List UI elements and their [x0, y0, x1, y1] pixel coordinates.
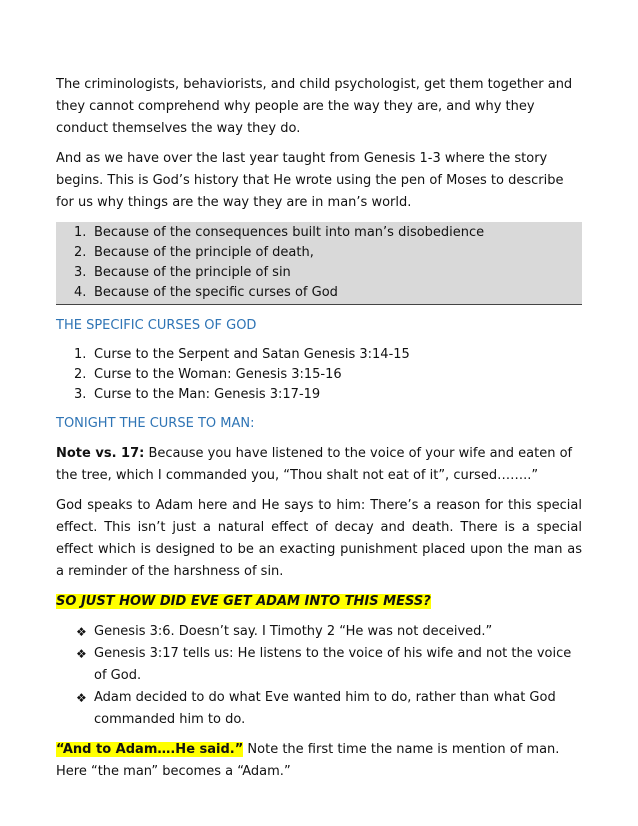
list-item: 1. Because of the consequences built into man’s disobedience	[74, 225, 485, 240]
diamond-bullet-icon: ❖	[76, 691, 87, 705]
list-item: 3. Because of the principle of sin	[74, 265, 291, 280]
list-item: 1. Curse to the Serpent and Satan Genesis 3:14-15	[74, 347, 410, 362]
adam-paragraph	[56, 739, 582, 783]
section-heading-curses: THE SPECIFIC CURSES OF GOD	[56, 318, 257, 333]
adam-text: Note the first time the name is mention of man. Here “the man” becomes a “Adam.”	[56, 742, 560, 779]
note-label: Note vs. 17:	[56, 446, 145, 461]
adam-highlight: “And to Adam….He said.”	[56, 742, 244, 757]
list-item: 2. Curse to the Woman: Genesis 3:15-16	[74, 367, 342, 382]
mess-bullet-list	[56, 621, 582, 731]
list-item: 2. Because of the principle of death,	[74, 245, 314, 260]
diamond-bullet-icon: ❖	[76, 647, 87, 661]
section-heading-mess: SO JUST HOW DID EVE GET ADAM INTO THIS MESS?	[56, 594, 431, 609]
list-item: 4. Because of the specific curses of God	[74, 285, 338, 300]
reasons-list	[56, 222, 582, 305]
list-item: ❖ Genesis 3:17 tells us: He listens to the voice of his wife and not the voice of God.	[56, 643, 582, 687]
curses-list	[56, 345, 582, 405]
note-text: Because you have listened to the voice of your wife and eaten of the tree, which I commanded you, “Thou shalt not eat of it”, cursed……..”	[56, 446, 573, 483]
intro-paragraph: The criminologists, behaviorists, and child psychologist, get them together and they cannot comprehend why people are the way they are, and why they conduct themselves the way they do.	[56, 77, 573, 136]
genesis-paragraph: And as we have over the last year taught from Genesis 1-3 where the story begins. This is God’s history that He wrote using the pen of Moses to describe for us why things are the way they are in man’s world.	[56, 151, 564, 210]
diamond-bullet-icon: ❖	[76, 625, 87, 639]
special-effect-paragraph: God speaks to Adam here and He says to him: There’s a reason for this special effect. This isn’t just a natural effect of decay and death. There is a special effect which is designed to be an exacting punishment placed upon the man as a reminder of the harshness of sin.	[56, 498, 582, 579]
list-item: ❖ Genesis 3:6. Doesn’t say. I Timothy 2 “He was not deceived.”	[56, 621, 582, 643]
note-paragraph	[56, 443, 582, 487]
list-item: ❖ Adam decided to do what Eve wanted him to do, rather than what God commanded him to do.	[56, 687, 582, 731]
list-item: 3. Curse to the Man: Genesis 3:17-19	[74, 387, 321, 402]
section-heading-tonight: TONIGHT THE CURSE TO MAN:	[56, 416, 255, 431]
